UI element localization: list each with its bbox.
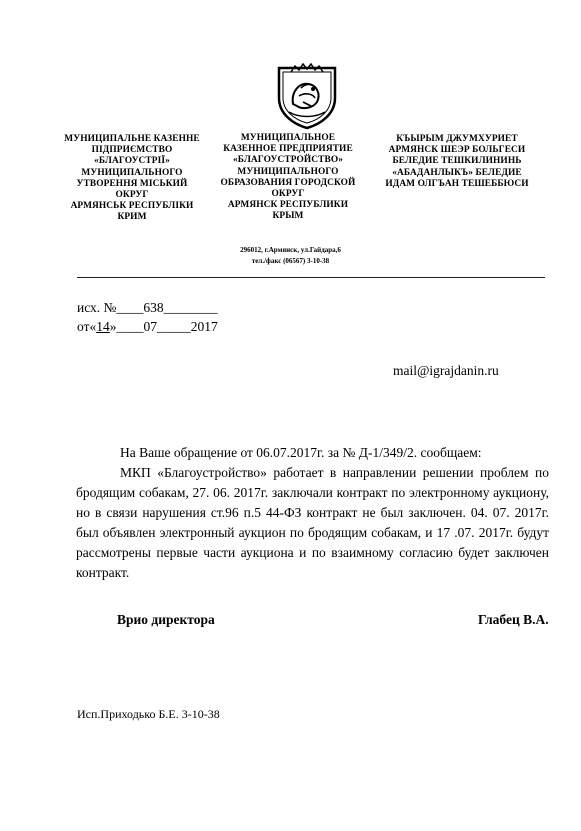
- date-rest: »____07_____2017: [109, 319, 218, 334]
- recipient-email: mail@igrajdanin.ru: [393, 363, 499, 378]
- coat-of-arms-emblem: [273, 62, 341, 130]
- signatory-name: Глабец В.А.: [478, 612, 549, 627]
- letter-date: [77, 319, 218, 335]
- header-divider: [77, 277, 545, 278]
- body-paragraph: МКП «Благоустройство» работает в направлении решении проблем по бродящим собакам, 27. 06. 2017г. заключали контракт по электронному аукциону, но в связи нарушения ст.96 п.5 44-ФЗ контракт не был заключен. 04. 07. 2017г. был объявлен электронный аукцион по бродящим собакам, и 17 .07. 2017г. будут рассмотрены первые части аукциона и по взаимному согласию будет заключен контракт.: [76, 465, 549, 580]
- executor-info: Исп.Приходько Б.Е. 3-10-38: [77, 707, 220, 721]
- signatory-position: Врио директора: [117, 612, 215, 627]
- outgoing-number-label: исх. №: [77, 300, 117, 315]
- org-name-ukrainian: МУНИЦИПАЛЬНЕ КАЗЕННЕ ПІДПРИЄМСТВО «БЛАГОУСТРІЇ» МУНИЦИПАЛЬНОГО УТВОРЕННЯ МІСЬКИЙ ОКРУГ АРМЯНСЬК РЕСПУБЛІКИ КРИМ: [64, 134, 200, 223]
- date-prefix: от«: [77, 319, 97, 334]
- date-day: 14: [96, 319, 110, 334]
- org-address: 296012, г.Армянск, ул.Гайдара,6 тел./факс (06567) 3-10-38: [240, 246, 341, 265]
- org-name-crimean-tatar: КЪЫРЫМ ДЖУМХУРИЕТ АРМЯНСК ШЕЭР БОЛЬГЕСИ БЕЛЕДИЕ ТЕШКИЛИНИНЬ «АБАДАНЛЫКЪ» БЕЛЕДИЕ ИДАМ ОЛГЪАН ТЕШЕББЮСИ: [385, 134, 529, 189]
- letter-body: [76, 443, 549, 583]
- body-paragraph: На Ваше обращение от 06.07.2017г. за № Д-1/349/2. сообщаем:: [120, 445, 482, 460]
- org-name-russian: МУНИЦИПАЛЬНОЕ КАЗЕННОЕ ПРЕДПРИЯТИЕ «БЛАГОУСТРОЙСТВО» МУНИЦИПАЛЬНОГО ОБРАЗОВАНИЯ ГОРОДСКОЙ ОКРУГ АРМЯНСК РЕСПУБЛИКИ КРЫМ: [220, 133, 356, 222]
- outgoing-number: [77, 300, 218, 316]
- outgoing-number-value: ____638________: [116, 300, 218, 315]
